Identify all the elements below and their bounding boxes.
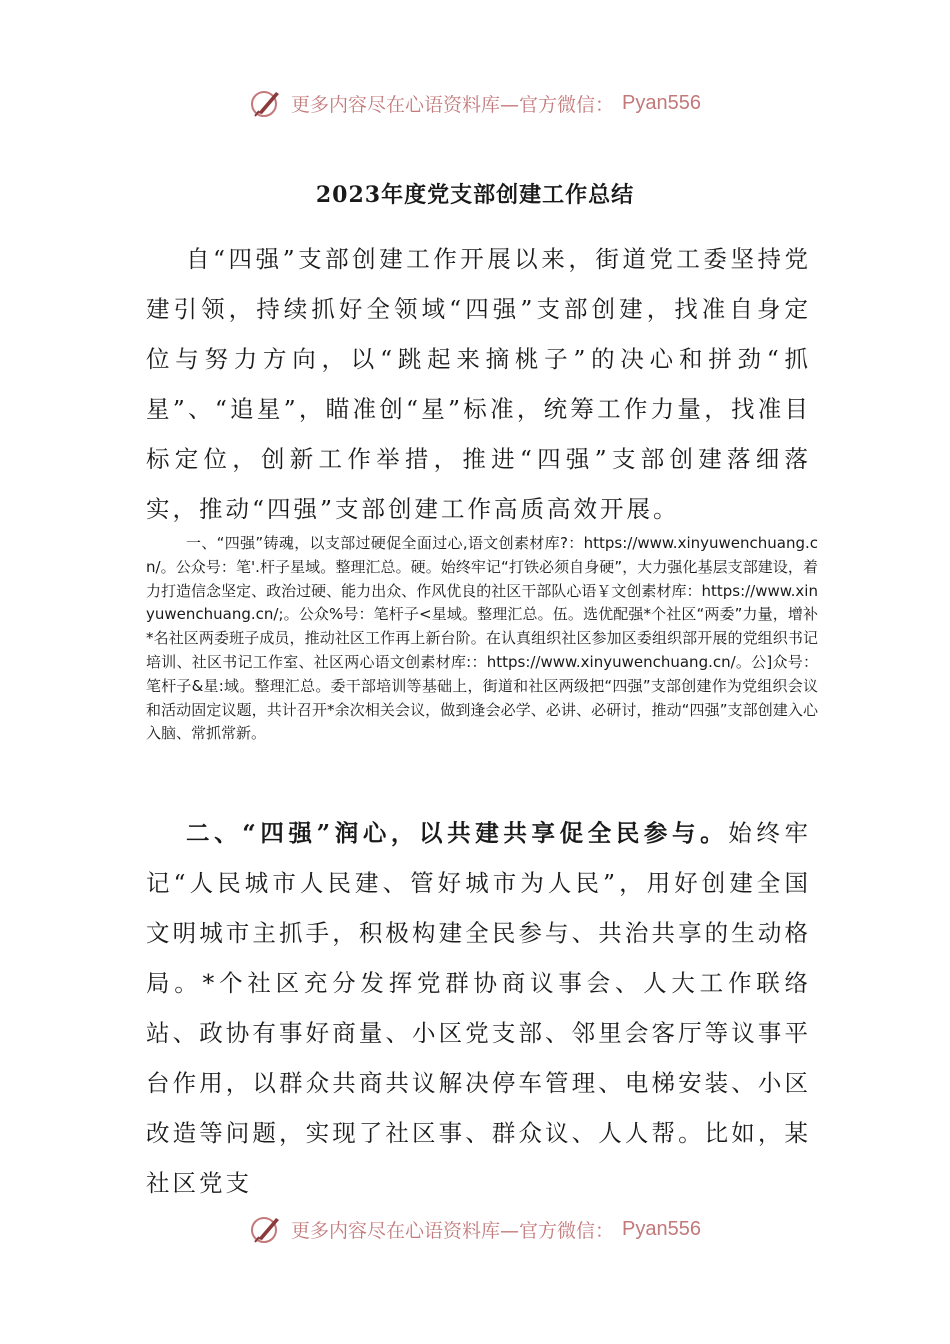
section-1-paragraph: 一、“四强”铸魂，以支部过硬促全面过心,语文创素材库?：https://www.xinyuwenchuang.cn/。公众号：笔'.杆子星域。整理汇总。硬。始终牢记“打铁必须自身硬”，大力强化基层支部建设，着力打造信念坚定、政治过硬、能力出众、作风优良的社区干部队心语￥文创素材库：https://www.xinyuwenchuang.cn/;。公众%号：笔杆子<星域。整理汇总。伍。选优配强*个社区“两委”力量，增补*名社区两委班子成员，推动社区工作再上新台阶。在认真组织社区参加区委组织部开展的党组织书记培训、社区书记工作室、社区两心语文创素材库:：https://www.xinyuwenchuang.cn/。公]众号：笔杆子&星:域。整理汇总。委干部培训等基础上，街道和社区两级把“四强”支部创建作为党组织会议和活动固定议题，共计召开*余次相关会议，做到逢会必学、必讲、必研讨，推动“四强”支部创建入心入脑、常抓常新。 bbox=[146, 534, 818, 743]
quill-pen-circle-icon bbox=[249, 86, 283, 120]
watermark-wechat-id: Pyan556 bbox=[622, 1217, 701, 1240]
watermark-header bbox=[0, 86, 950, 120]
section-2-paragraph bbox=[146, 808, 811, 1208]
quill-pen-circle-icon bbox=[249, 1212, 283, 1246]
watermark-wechat-id: Pyan556 bbox=[622, 91, 701, 114]
watermark-text: 更多内容尽在心语资料库—官方微信： bbox=[291, 1219, 615, 1242]
section-2-heading: 二、“四强”润心，以共建共享促全民参与。 bbox=[186, 819, 729, 847]
section-2-body: 始终牢记“人民城市人民建、管好城市为人民”，用好创建全国文明城市主抓手，积极构建全民参与、共治共享的生动格局。*个社区充分发挥党群协商议事会、人大工作联络站、政协有事好商量、小区党支部、邻里会客厅等议事平台作用，以群众共商共议解决停车管理、电梯安装、小区改造等问题，实现了社区事、群众议、人人帮。比如，某社区党支 bbox=[146, 819, 811, 1197]
document-title: 2023年度党支部创建工作总结 bbox=[315, 182, 635, 208]
watermark-text: 更多内容尽在心语资料库—官方微信： bbox=[291, 93, 615, 116]
intro-paragraph: 自“四强”支部创建工作开展以来，街道党工委坚持党建引领，持续抓好全领域“四强”支部创建，找准自身定位与努力方向，以“跳起来摘桃子”的决心和拼劲“抓星”、“追星”，瞄准创“星”标准，统筹工作力量，找准目标定位，创新工作举措，推进“四强”支部创建落细落实，推动“四强”支部创建工作高质高效开展。 bbox=[146, 245, 811, 523]
watermark-footer bbox=[0, 1212, 950, 1246]
